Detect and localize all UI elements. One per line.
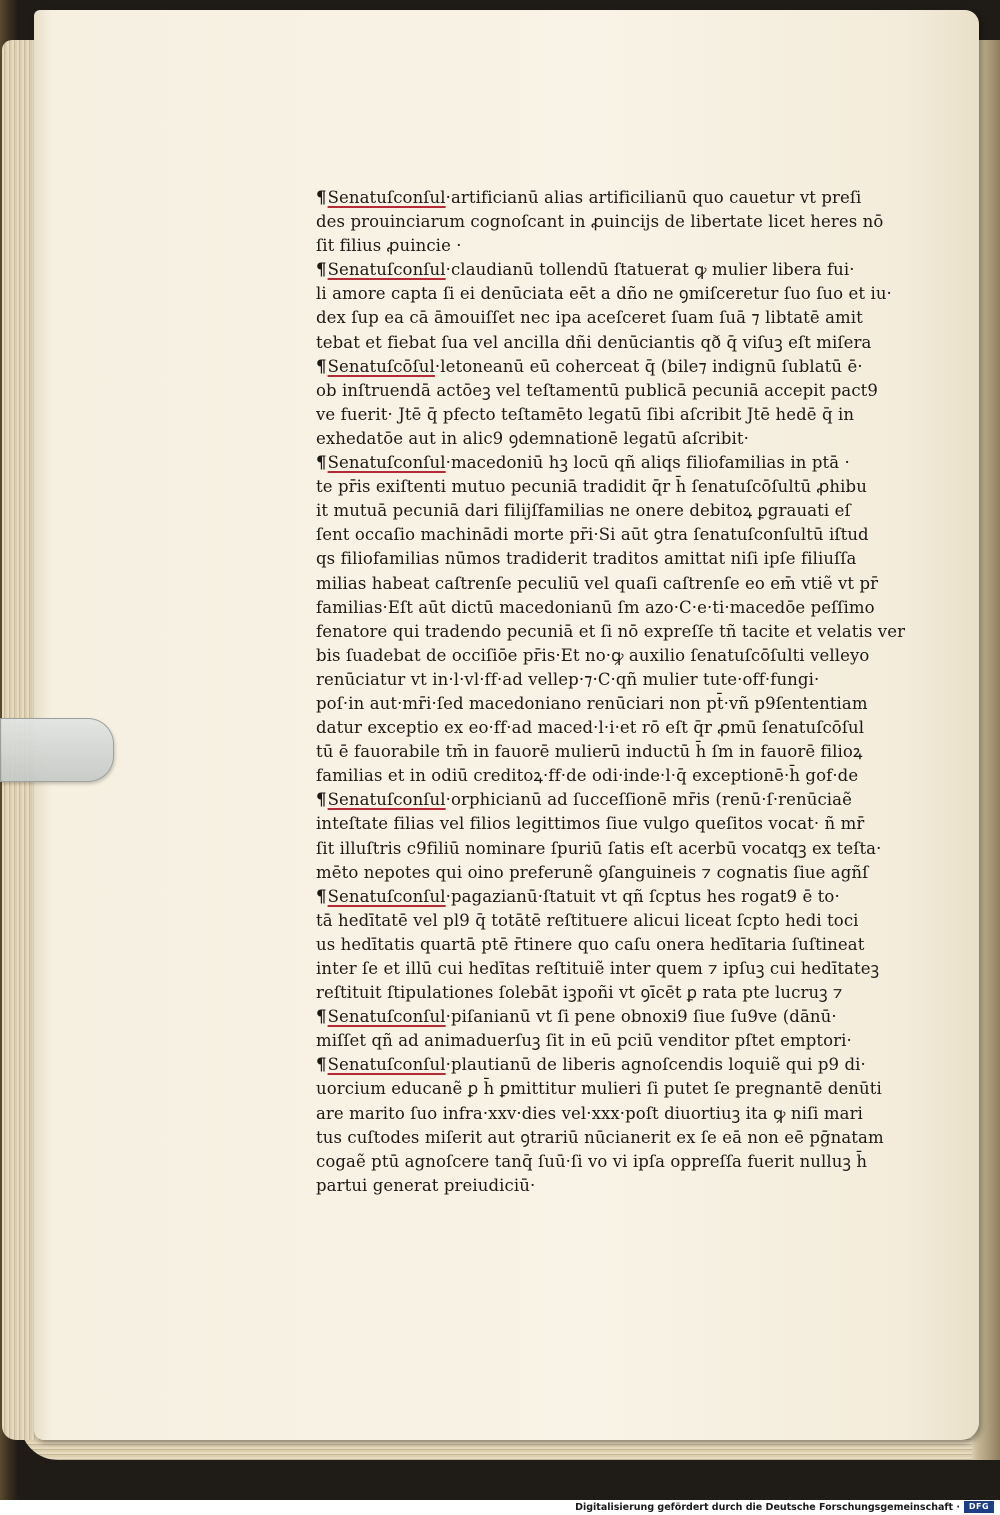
line-text: fenatore qui tradendo pecuniā et ſi nō expreſſe tñ tacite et velatis ver <box>316 621 906 641</box>
dfg-logo: DFG <box>964 1501 994 1513</box>
line-text: ſit illuſtris c9filiū nominare ſpuriū ſatis eſt acerbū vocatqꝫ ex teſta· <box>316 838 882 858</box>
text-line <box>316 475 936 499</box>
text-line <box>316 957 936 981</box>
line-text: tā hedītatē vel pl9 q̄ totātē reſtituere alicui liceat ſcpto hedi toci <box>316 910 859 930</box>
paragraph-mark-icon: ¶ <box>316 886 327 906</box>
line-text: ·pagazianū·ſtatuit vt qñ ſcptus hes rogat9 ē to· <box>445 886 840 906</box>
text-line <box>316 547 936 571</box>
text-line <box>316 1029 936 1053</box>
text-line <box>316 933 936 957</box>
line-text: reſtituit ſtipulationes ſolebāt iꝫpoñi vt ꝯīcēt ꝑ rata pte lucruꝫ ⁊ <box>316 983 843 1003</box>
line-text: it mutuā pecuniā dari filijſfamilias ne onere debitoꝝ ꝑgrauati eſ <box>316 501 851 521</box>
text-line <box>316 1102 936 1126</box>
rubric-heading: Senatuſconſul <box>327 260 446 280</box>
paragraph-mark-icon: ¶ <box>316 1055 327 1075</box>
line-text: miſſet qñ ad animaduerſuꝫ ſit in eū pciū venditor pſtet emptori· <box>316 1031 852 1051</box>
text-line <box>316 692 936 716</box>
rubric-heading: Senatuſconſul <box>327 790 446 810</box>
text-line <box>316 1174 936 1198</box>
text-line <box>316 427 936 451</box>
text-line <box>316 764 936 788</box>
text-line <box>316 1150 936 1174</box>
text-line <box>316 282 936 306</box>
text-line <box>316 379 936 403</box>
line-text: uorcium educanẽ ꝑ h̄ ꝑmittitur mulieri ſi putet ſe pregnantē denūti <box>316 1079 882 1099</box>
text-block <box>316 186 936 1198</box>
text-line <box>316 740 936 764</box>
line-text: bis ſuadebat de occiſiōe pr̄is·Et no·ꝙ auxilio ſenatuſcōſulti velleyo <box>316 645 870 665</box>
line-text: familias et in odiū creditoꝝ·ff·de odi·inde·l·q̄ exceptionē·h̄ gof·de <box>316 766 859 786</box>
paragraph-mark-icon: ¶ <box>316 188 327 207</box>
rubric-heading: Senatuſconſul <box>327 453 446 473</box>
line-text: us hedītatis quartā ptē r̄tinere quo caſu onera hedītaria ſuſtineat <box>316 934 865 954</box>
line-text: inter ſe et illū cui hedītas reſtituiẽ inter quem ⁊ ipſuꝫ cui hedītateꝫ <box>316 959 880 978</box>
text-line <box>316 234 936 258</box>
line-text: qs filiofamilias nūmos tradiderit traditos amittat niſi ipſe filiuſſa <box>316 549 857 569</box>
paragraph-mark-icon: ¶ <box>316 260 327 280</box>
line-text: partui generat preiudiciū· <box>316 1175 536 1195</box>
rubric-heading: Senatuſcōſul <box>327 356 435 376</box>
line-text: ·piſanianū vt ſi pene obnoxi9 ſiue ſu9ve (dānū· <box>445 1007 837 1027</box>
line-text: cogaẽ ptū agnoſcere tanq̄ ſuū·ſi vo vi ipſa oppreſſa fuerit nulluꝫ h̄ <box>316 1151 868 1171</box>
paragraph-mark-icon: ¶ <box>316 453 327 473</box>
text-line <box>316 210 936 234</box>
text-line <box>316 403 936 427</box>
text-line <box>316 572 936 596</box>
line-text: milias habeat caſtrenſe peculiū vel quaſi caſtrenſe eo em̄ vtiẽ vt pr̄ <box>316 573 879 593</box>
line-text: ·artificianū alias artificilianū quo cauetur vt preſi <box>445 188 862 207</box>
text-line <box>316 523 936 547</box>
rubric-heading: Senatuſconſul <box>327 1007 446 1027</box>
rubric-heading: Senatuſconſul <box>327 188 446 207</box>
paragraph-mark-icon: ¶ <box>316 356 327 376</box>
paragraph-first-line <box>316 355 936 379</box>
line-text: tus cuſtodes miſerit aut ꝯtrariū nūcianerit ex ſe eā non eē pḡnatam <box>316 1127 884 1147</box>
line-text: ·plautianū de liberis agnoſcendis loquiẽ qui p9 di· <box>445 1055 866 1075</box>
paragraph-mark-icon: ¶ <box>316 1007 327 1027</box>
line-text: ve fuerit· Jtē q̄ pfecto teſtamēto legatū ſibi aſcribit Jtē hedē q̄ in <box>316 404 855 424</box>
line-text: are marito ſuo infra·xxv·dies vel·xxx·poſt diuortiuꝫ ita ꝙ niſi mari <box>316 1103 863 1123</box>
text-line <box>316 1126 936 1150</box>
line-text: ſent occaſio machinādi morte pr̄i·Si aūt ꝯtra ſenatuſconſultū iſtud <box>316 525 869 545</box>
line-text: li amore capta ſi ei denūciata eēt a dño ne ꝯmiſceretur ſuo ſuo et iu· <box>316 284 892 304</box>
paragraph-first-line <box>316 258 936 282</box>
rubric-heading: Senatuſconſul <box>327 1055 446 1075</box>
line-text: datur exceptio ex eo·ff·ad maced·l·i·et rō eſt q̄r ꝓmū ſenatuſcōſul <box>316 718 865 738</box>
text-line <box>316 668 936 692</box>
paragraph-first-line <box>316 1053 936 1077</box>
rubric-heading: Senatuſconſul <box>327 886 446 906</box>
line-text: tū ē fauorabile tm̄ in fauorē mulierū inductū h̄ ſm in fauorē filioꝝ <box>316 742 863 762</box>
line-text: poſ·in aut·mr̄i·ſed macedoniano renūciari non pt̄·vñ p9ſententiam <box>316 693 868 713</box>
line-text: ſit filius ꝓuincie · <box>316 236 462 256</box>
line-text: ob inſtruendā actōeꝫ vel teſtamentū publicā pecuniā accepit pact9 <box>316 380 879 400</box>
text-line <box>316 499 936 523</box>
line-text: ·letoneanū eū coherceat q̄ (bile⁊ indignū ſublatū ē· <box>434 356 863 376</box>
text-line <box>316 812 936 836</box>
text-line <box>316 644 936 668</box>
paragraph-first-line <box>316 885 936 909</box>
line-text: exhedatōe aut in alic9 ꝯdemnationē legatū aſcribit· <box>316 428 750 448</box>
paragraph-first-line <box>316 1005 936 1029</box>
line-text: inteſtate filias vel filios legittimos ſiue vulgo queſitos vocat· ñ mr̄ <box>316 814 865 834</box>
line-text: ·macedoniū hꝫ locū qñ aliqs filiofamilias in ptā · <box>445 453 850 473</box>
text-line <box>316 837 936 861</box>
text-line <box>316 981 936 1005</box>
line-text: ·claudianū tollendū ſtatuerat ꝙ mulier libera fui· <box>445 260 855 280</box>
paragraph-first-line <box>316 451 936 475</box>
paragraph-first-line <box>316 186 936 210</box>
footer-bar <box>0 1500 1000 1515</box>
line-text: mēto nepotes qui oino preferunẽ ꝯſanguineis ⁊ cognatis ſiue agñſ <box>316 862 869 882</box>
line-text: des prouinciarum cognoſcant in ꝓuincijs de libertate licet heres nō <box>316 212 884 232</box>
text-line <box>316 909 936 933</box>
line-text: ·orphicianū ad ſucceſſionē mr̄is (renū·ſ·renūciaẽ <box>445 790 852 810</box>
line-text: te pr̄is exiſtenti mutuo pecuniā tradidit q̄r h̄ ſenatuſcōſultū ꝓhibu <box>316 477 867 497</box>
bookmark-strip <box>0 718 114 782</box>
paragraph-first-line <box>316 788 936 812</box>
footer-credit: Digitalisierung gefördert durch die Deutsche Forschungsgemeinschaft · <box>575 1502 960 1513</box>
line-text: familias·Eſt aūt dictū macedonianū ſm azo·C·e·ti·macedōe peſſimo <box>316 597 875 617</box>
text-line <box>316 306 936 330</box>
text-line <box>316 596 936 620</box>
line-text: tebat et fiebat ſua vel ancilla dñi denūciantis qð q̄ viſuꝫ eſt miſera <box>316 332 872 352</box>
paragraph-mark-icon: ¶ <box>316 790 327 810</box>
text-line <box>316 331 936 355</box>
line-text: renūciatur vt in·l·vl·ff·ad vellep·⁊·C·qñ mulier tute·off·fungi· <box>316 669 820 689</box>
line-text: dex ſup ea cā āmouiſſet nec ipa aceſceret ſuam ſuā ⁊ libtatē amit <box>316 308 863 328</box>
text-line <box>316 861 936 885</box>
text-line <box>316 1077 936 1101</box>
text-line <box>316 620 936 644</box>
text-line <box>316 716 936 740</box>
